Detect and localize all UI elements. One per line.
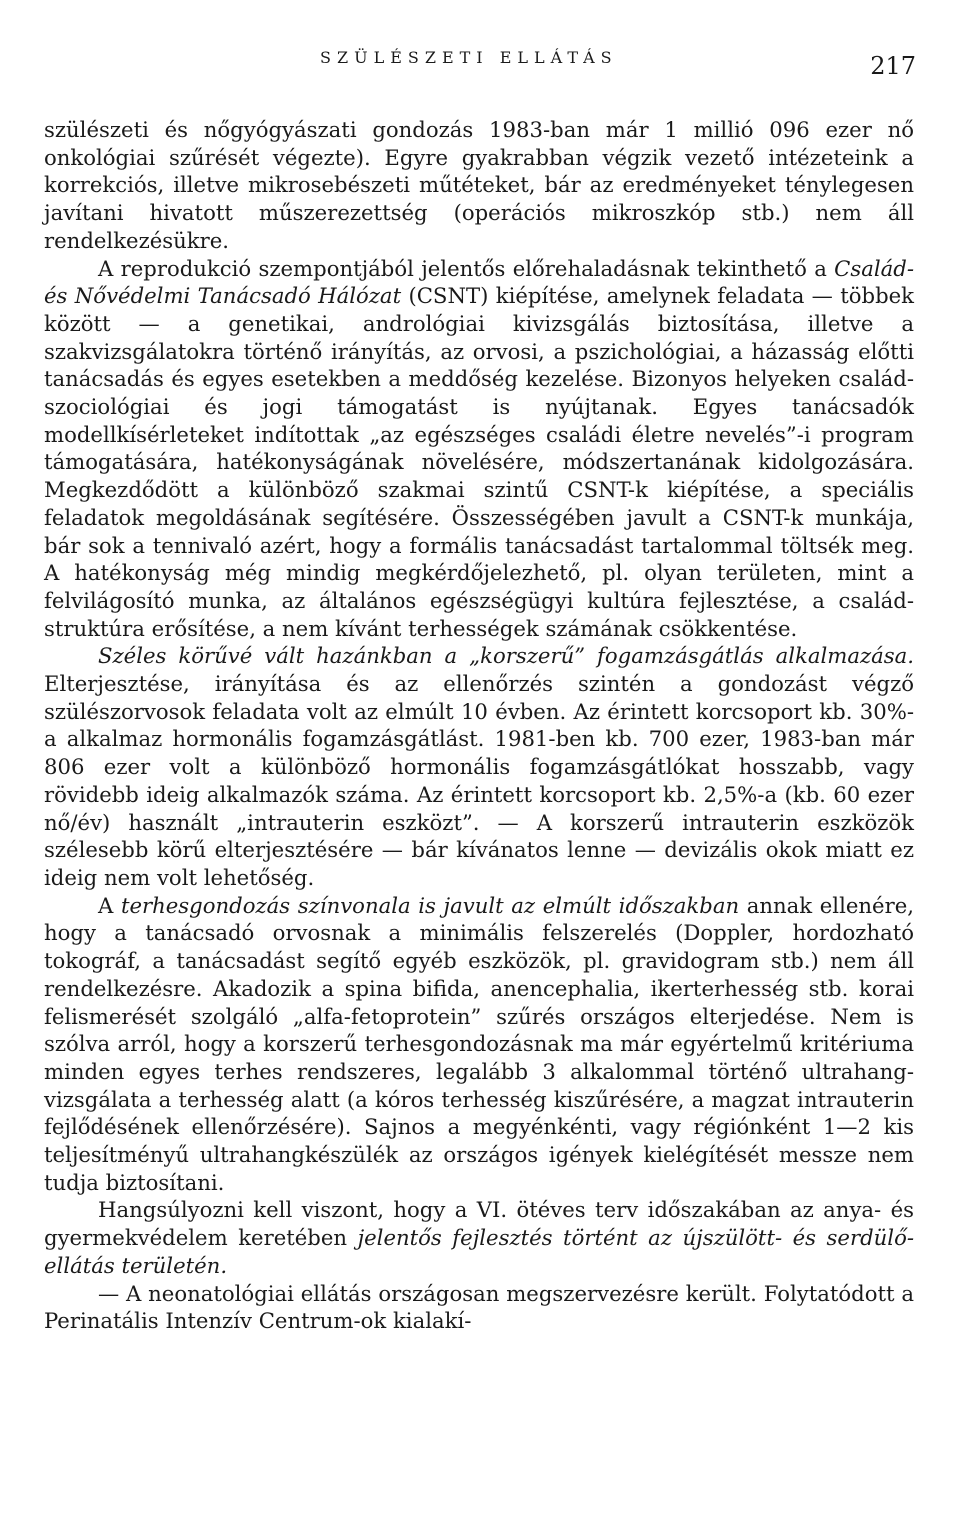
page-header (0, 44, 960, 84)
paragraph (44, 892, 914, 1197)
text-segment: (CSNT) kiépítése, amelynek feladata — többek között — a genetikai, andrológiai kivizsgálás biztosítása, illetve a szakvizsgálatokra történő irányítás, az orvosi, a pszichológiai, a házasság előtti tanácsadás és egyes esetekben a meddőség kezelése. Bizonyos helyeken család-szociológiai és jogi támogatást is nyújtanak. Egyes tanácsadók modellkísérleteket indítottak „az egészséges családi életre nevelés”-i program támogatására, hatékonyságának növelésére, módszertanának kidolgozására. Megkezdődött a különböző szakmai szintű CSNT-k kiépítése, a speciális feladatok megoldásának segítésére. Összességében javult a CSNT-k munkája, bár sok a tennivaló azért, hogy a formális tanácsadást tartalommal töltsék meg. A hatékonyság még mindig megkérdőjelezhető, pl. olyan területen, mint a felvilágosító munka, az általános egészségügyi kultúra fejlesztése, a család-struktúra erősítése, a nem kívánt terhességek számának csökkentése. (44, 283, 915, 641)
text-segment: annak ellenére, hogy a tanácsadó orvosnak a minimális felszerelés (Doppler, hordozható tokográf, a tanácsadást segítő egyéb eszközök, pl. gravidogram stb.) nem áll rendelkezésre. Akadozik a spina bifida, anencephalia, ikerterhesség stb. korai felismerését szolgáló „alfa-fetoprotein” szűrés országos elterjedése. Nem is szólva arról, hogy a korszerű terhesgondozásnak ma már egyértelmű kritériuma minden egyes terhes rendszeres, legalább 3 alkalommal történő ultrahang-vizsgálata a terhesség alatt (a kóros terhesség kiszűrésére, a magzat intrauterin fejlődésének ellenőrzésére). Sajnos a megyénkénti, vagy régiónként 1—2 kis teljesítményű ultrahangkészülék az országos igények kielégítését messze nem tudja biztosítani. (44, 892, 914, 1195)
paragraph (44, 1196, 914, 1279)
emphasis-segment: terhesgondozás színvonala is javult az elmúlt időszakban (120, 892, 740, 918)
running-head: SZÜLÉSZETI ELLÁTÁS (320, 48, 618, 67)
text-segment: — A neonatológiai ellátás országosan megszervezésre került. Folytatódott a Perinatális Intenzív Centrum-ok kialakí- (44, 1280, 914, 1334)
body-text (44, 116, 914, 1335)
paragraph (44, 255, 914, 643)
text-segment: Elterjesztése, irányítása és az ellenőrzés szintén a gondozást végző szülészorvosok feladata volt az elmúlt 10 évben. Az érintett korcsoport kb. 30%-a alkalmaz hormonális fogamzásgátlást. 1981-ben kb. 700 ezer, 1983-ban már 806 ezer volt a különböző hormonális fogamzásgátlókat hosszabb, vagy rövidebb ideig alkalmazók száma. Az érintett korcsoport kb. 2,5%-a (kb. 60 ezer nő/év) használt „intrauterin eszközt”. — A korszerű intrauterin eszközök szélesebb körű elterjesztésére — bár kívánatos lenne — devizális okok miatt ez ideig nem volt lehetőség. (44, 671, 914, 890)
paragraph (44, 116, 914, 255)
text-segment: A reprodukció szempontjából jelentős előrehaladásnak tekinthető a (98, 255, 835, 281)
text-segment: A (98, 892, 121, 918)
text-segment: szülészeti és nőgyógyászati gondozás 1983-ban már 1 millió 096 ezer nő onkológiai szűrését végezte). Egyre gyakrabban végzik vezető intézeteink a korrekciós, illetve mikrosebészeti műtéteket, bár az eredményeket ténylegesen javítani hivatott műszerezettség (operációs mikroszkóp stb.) nem áll rendelkezésükre. (44, 117, 914, 253)
paragraph (44, 1280, 914, 1335)
emphasis-segment: Család- és Nővédelmi Tanácsadó Hálózat (44, 255, 914, 309)
paragraph (44, 642, 914, 891)
emphasis-segment: jelentős fejlesztés történt az újszülött- és serdülő-ellátás területén. (44, 1225, 914, 1278)
text-segment: Hangsúlyozni kell viszont, hogy a VI. ötéves terv időszakában az anya- és gyermekvédelem keretében (44, 1197, 914, 1251)
page-number: 217 (870, 52, 916, 80)
emphasis-segment: Széles körűvé vált hazánkban a „korszerű” fogamzásgátlás alkalmazása. (98, 643, 914, 669)
